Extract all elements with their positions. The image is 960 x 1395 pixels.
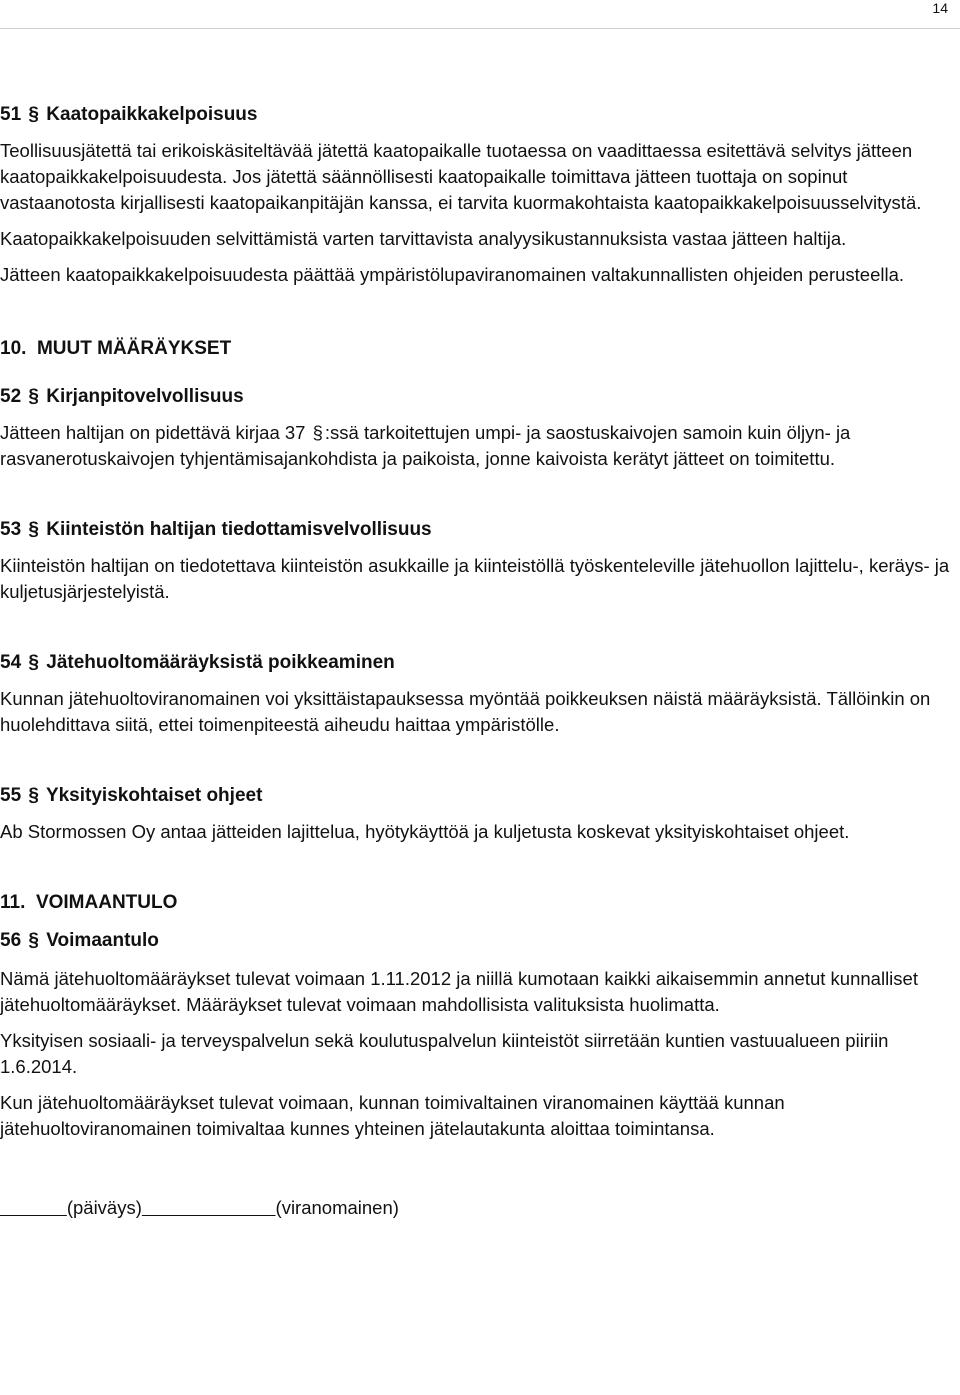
authority-label: (viranomainen): [275, 1197, 399, 1218]
paragraph: Ab Stormossen Oy antaa jätteiden lajittelua, hyötykäyttöä ja kuljetusta koskevat yksityiskohtaiset ohjeet.: [0, 821, 850, 842]
section-number: 55: [0, 785, 22, 806]
section-number: 51: [0, 104, 22, 125]
section-sign-icon: §: [28, 519, 39, 540]
chapter-number: 10.: [0, 338, 27, 359]
chapter-heading: [0, 890, 958, 916]
paragraph: Jätteen kaatopaikkakelpoisuudesta päättää ympäristölupaviranomainen valtakunnallisten ohjeiden perusteella.: [0, 264, 905, 285]
section-heading: [0, 928, 958, 954]
section-heading: [0, 517, 958, 543]
chapter-heading: [0, 336, 958, 362]
document-body: [0, 102, 958, 1221]
section-title: Jätehuoltomääräyksistä poikkeaminen: [46, 652, 395, 673]
signature-underline: [0, 1197, 67, 1218]
signature-line: [0, 1195, 958, 1221]
section-sign-icon: §: [312, 422, 323, 443]
section-title: Kiinteistön haltijan tiedottamisvelvollisuus: [46, 519, 432, 540]
date-label: (päiväys): [66, 1197, 142, 1218]
paragraph: Kun jätehuoltomääräykset tulevat voimaan, kunnan toimivaltainen viranomainen käyttää kunnan jätehuoltoviranomainen toimivaltaa kunnes yhteinen jätelautakunta aloittaa toimintansa.: [0, 1092, 785, 1139]
section-number: 54: [0, 652, 22, 673]
chapter-title: VOIMAANTULO: [35, 892, 178, 913]
chapter-number: 11.: [0, 892, 26, 913]
paragraph-text: Jätteen haltijan on pidettävä kirjaa 37: [0, 422, 311, 443]
section-title: Kirjanpitovelvollisuus: [46, 386, 244, 407]
section-sign-icon: §: [28, 652, 39, 673]
section-heading: [0, 783, 958, 809]
paragraph: Kunnan jätehuoltoviranomainen voi yksittäistapauksessa myöntää poikkeuksen näistä määräyksistä. Tällöinkin on huolehdittava siitä, ettei toimenpiteestä aiheudu haittaa ympäristölle.: [0, 688, 931, 735]
section-title: Voimaantulo: [46, 930, 159, 951]
section-title: Yksityiskohtaiset ohjeet: [45, 785, 263, 806]
chapter-title: MUUT MÄÄRÄYKSET: [36, 338, 232, 359]
section-number: 53: [0, 519, 22, 540]
section-heading: [0, 384, 958, 410]
paragraph: Kiinteistön haltijan on tiedotettava kiinteistön asukkaille ja kiinteistöllä työskenteleville jätehuollon lajittelu-, keräys- ja kuljetusjärjestelyistä.: [0, 555, 950, 602]
paragraph: Kaatopaikkakelpoisuuden selvittämistä varten tarvittavista analyysikustannuksista vastaa jätteen haltija.: [0, 228, 847, 249]
section-sign-icon: §: [28, 386, 39, 407]
header-rule: [0, 28, 960, 29]
section-sign-icon: §: [28, 785, 39, 806]
paragraph: Yksityisen sosiaali- ja terveyspalvelun sekä koulutuspalvelun kiinteistöt siirretään kuntien vastuualueen piiriin 1.6.2014.: [0, 1030, 889, 1077]
signature-underline: [142, 1197, 276, 1218]
section-number: 56: [0, 930, 22, 951]
section-number: 52: [0, 386, 22, 407]
section-heading: [0, 102, 958, 128]
paragraph: Teollisuusjätettä tai erikoiskäsiteltävää jätettä kaatopaikalle tuotaessa on vaadittaessa esitettävä selvitys jätteen kaatopaikkakelpoisuudesta. Jos jätettä säännöllisesti kaatopaikalle toimittava jätteen tuottaja on sopinut vastaanotosta kirjallisesti kaatopaikanpitäjän kanssa, ei tarvita kuormakohtaista kaatopaikkakelpoisuusselvitystä.: [0, 140, 922, 213]
section-title: Kaatopaikkakelpoisuus: [46, 104, 258, 125]
paragraph: [0, 420, 958, 472]
paragraph-text: :ssä tarkoitettujen umpi- ja saostuskaivojen samoin kuin öljyn- ja rasvanerotuskaivojen tyhjentämisajankohdista ja paikoista, jonne kaivoista kerätyt jätteet on toimitettu.: [0, 422, 851, 469]
section-sign-icon: §: [28, 104, 39, 125]
page-number: 14: [932, 0, 948, 16]
section-sign-icon: §: [28, 930, 39, 951]
section-heading: [0, 650, 958, 676]
paragraph: Nämä jätehuoltomääräykset tulevat voimaan 1.11.2012 ja niillä kumotaan kaikki aikaisemmin annetut kunnalliset jätehuoltomääräykset. Määräykset tulevat voimaan mahdollisista valituksista huolimatta.: [0, 968, 918, 1015]
